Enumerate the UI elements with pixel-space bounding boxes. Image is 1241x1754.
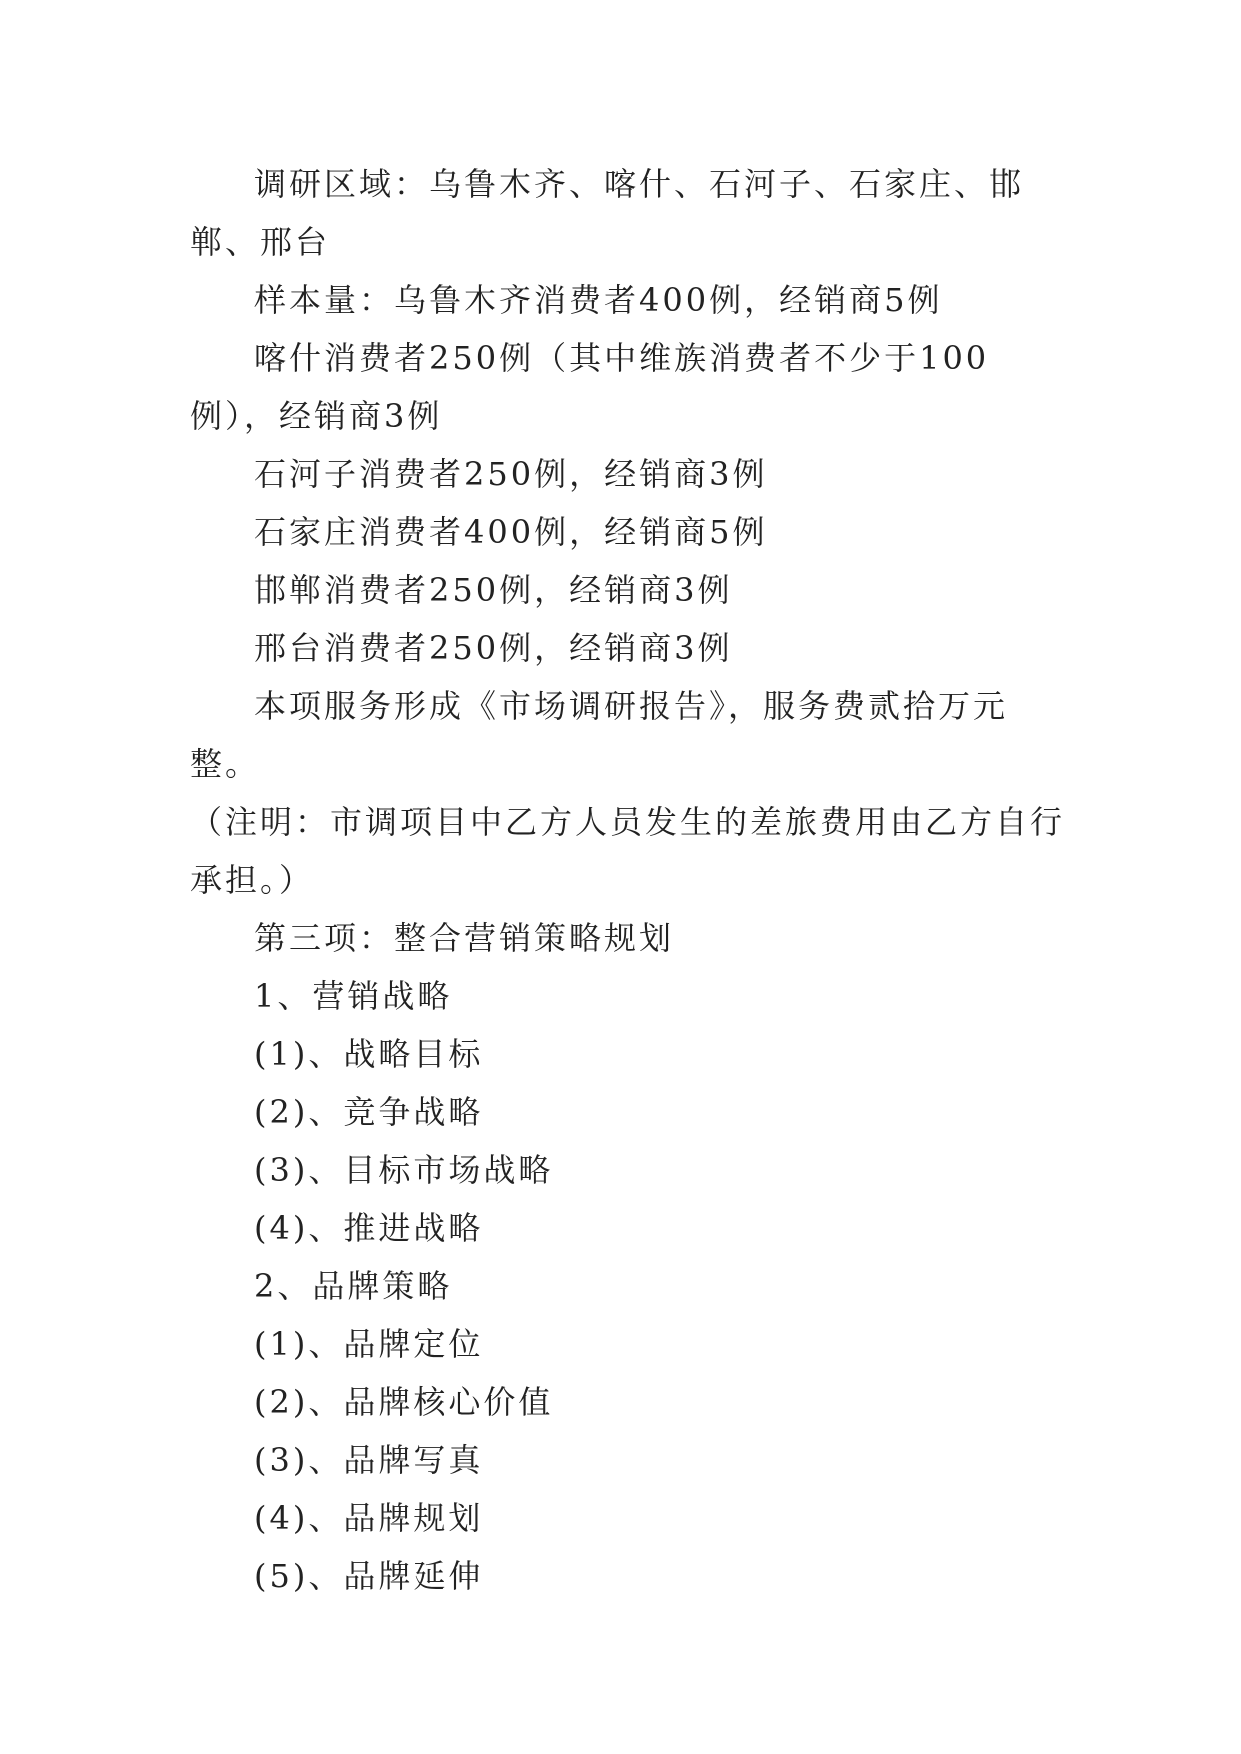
document-body bbox=[190, 155, 1070, 1605]
paragraph-service-report: 本项服务形成《市场调研报告》，服务费贰拾万元整。 bbox=[190, 687, 1009, 783]
list-item-promotion-strategy: (4)、推进战略 bbox=[254, 1209, 484, 1247]
list-item-target-market-strategy: (3)、目标市场战略 bbox=[254, 1151, 554, 1189]
list-item-competitive-strategy: (2)、竞争战略 bbox=[254, 1093, 484, 1131]
paragraph-sample-xingtai: 邢台消费者250例，经销商3例 bbox=[254, 629, 733, 667]
list-item-brand-portrait: (3)、品牌写真 bbox=[254, 1441, 484, 1479]
paragraph-sample-handan: 邯郸消费者250例，经销商3例 bbox=[254, 571, 733, 609]
paragraph-note: （注明：市调项目中乙方人员发生的差旅费用由乙方自行承担。） bbox=[190, 803, 1066, 899]
section-heading-item-three: 第三项：整合营销策略规划 bbox=[254, 919, 675, 957]
list-item-brand-strategy: 2、品牌策略 bbox=[254, 1267, 453, 1305]
list-item-strategic-goal: (1)、战略目标 bbox=[254, 1035, 484, 1073]
list-item-marketing-strategy: 1、营销战略 bbox=[254, 977, 453, 1015]
paragraph-sample-shijiazhuang: 石家庄消费者400例，经销商5例 bbox=[254, 513, 768, 551]
paragraph-sample-size-urumqi: 样本量：乌鲁木齐消费者400例，经销商5例 bbox=[254, 281, 943, 319]
list-item-brand-positioning: (1)、品牌定位 bbox=[254, 1325, 484, 1363]
paragraph-sample-shihezi: 石河子消费者250例，经销商3例 bbox=[254, 455, 768, 493]
list-item-brand-extension: (5)、品牌延伸 bbox=[254, 1557, 484, 1595]
paragraph-survey-region: 调研区域：乌鲁木齐、喀什、石河子、石家庄、邯郸、邢台 bbox=[190, 165, 1025, 261]
list-item-brand-planning: (4)、品牌规划 bbox=[254, 1499, 484, 1537]
list-item-brand-core-value: (2)、品牌核心价值 bbox=[254, 1383, 554, 1421]
paragraph-sample-kashgar: 喀什消费者250例（其中维族消费者不少于100例），经销商3例 bbox=[190, 339, 990, 435]
